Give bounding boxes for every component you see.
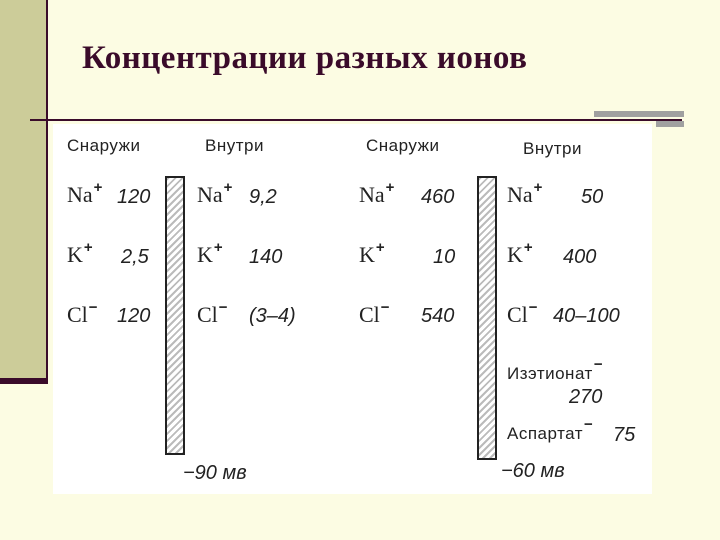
cell2-isethionate: Изэтионат−	[507, 356, 604, 383]
decor-grey-block	[594, 111, 684, 117]
cell1-out-cl-value: 120	[117, 305, 151, 327]
cell1-in-cl: Cl−	[197, 299, 228, 327]
cell1-out-na-value: 120	[117, 186, 151, 208]
cell1-membrane	[165, 176, 185, 455]
cell1-out-k: K+	[67, 239, 93, 267]
cell1-out-k-value: 2,5	[121, 246, 149, 268]
left-decor-band	[0, 0, 48, 383]
left-decor-bar	[0, 378, 48, 384]
cell1-in-na-value: 9,2	[249, 186, 277, 208]
cell1-out-na: Na+	[67, 179, 103, 207]
cell2-outside-header: Снаружи	[366, 136, 440, 155]
cell2-out-na-value: 460	[421, 186, 455, 208]
cell2-isethionate-value: 270	[569, 386, 603, 408]
cell1-outside-header: Снаружи	[67, 136, 141, 155]
cell2-in-na-value: 50	[581, 186, 604, 208]
cell2-in-k: K+	[507, 239, 533, 267]
cell2-potential: −60 мв	[501, 460, 565, 482]
cell1-inside-header: Внутри	[205, 136, 264, 155]
cell2-in-cl-value: 40–100	[553, 305, 620, 327]
cell1-in-k-value: 140	[249, 246, 283, 268]
cell2-out-cl-value: 540	[421, 305, 455, 327]
cell2-in-na: Na+	[507, 179, 543, 207]
title-underline	[30, 119, 682, 121]
cell2-inside-header: Внутри	[523, 139, 582, 158]
slide-title: Концентрации разных ионов	[82, 40, 528, 76]
cell2-out-k-value: 10	[433, 246, 456, 268]
cell1-in-cl-value: (3–4)	[249, 305, 296, 327]
cell2-membrane	[477, 176, 497, 460]
cell2-out-k: K+	[359, 239, 385, 267]
ion-concentration-figure	[53, 124, 652, 494]
cell1-in-k: K+	[197, 239, 223, 267]
cell2-out-na: Na+	[359, 179, 395, 207]
cell2-aspartate: Аспартат−	[507, 416, 594, 443]
left-decor-line	[46, 0, 48, 383]
cell2-in-k-value: 400	[563, 246, 597, 268]
cell2-aspartate-value: 75	[613, 424, 636, 446]
cell1-potential: −90 мв	[183, 462, 247, 484]
cell2-in-cl: Cl−	[507, 299, 538, 327]
cell1-in-na: Na+	[197, 179, 233, 207]
cell2-out-cl: Cl−	[359, 299, 390, 327]
cell1-out-cl: Cl−	[67, 299, 98, 327]
decor-grey-block-small	[656, 121, 684, 127]
